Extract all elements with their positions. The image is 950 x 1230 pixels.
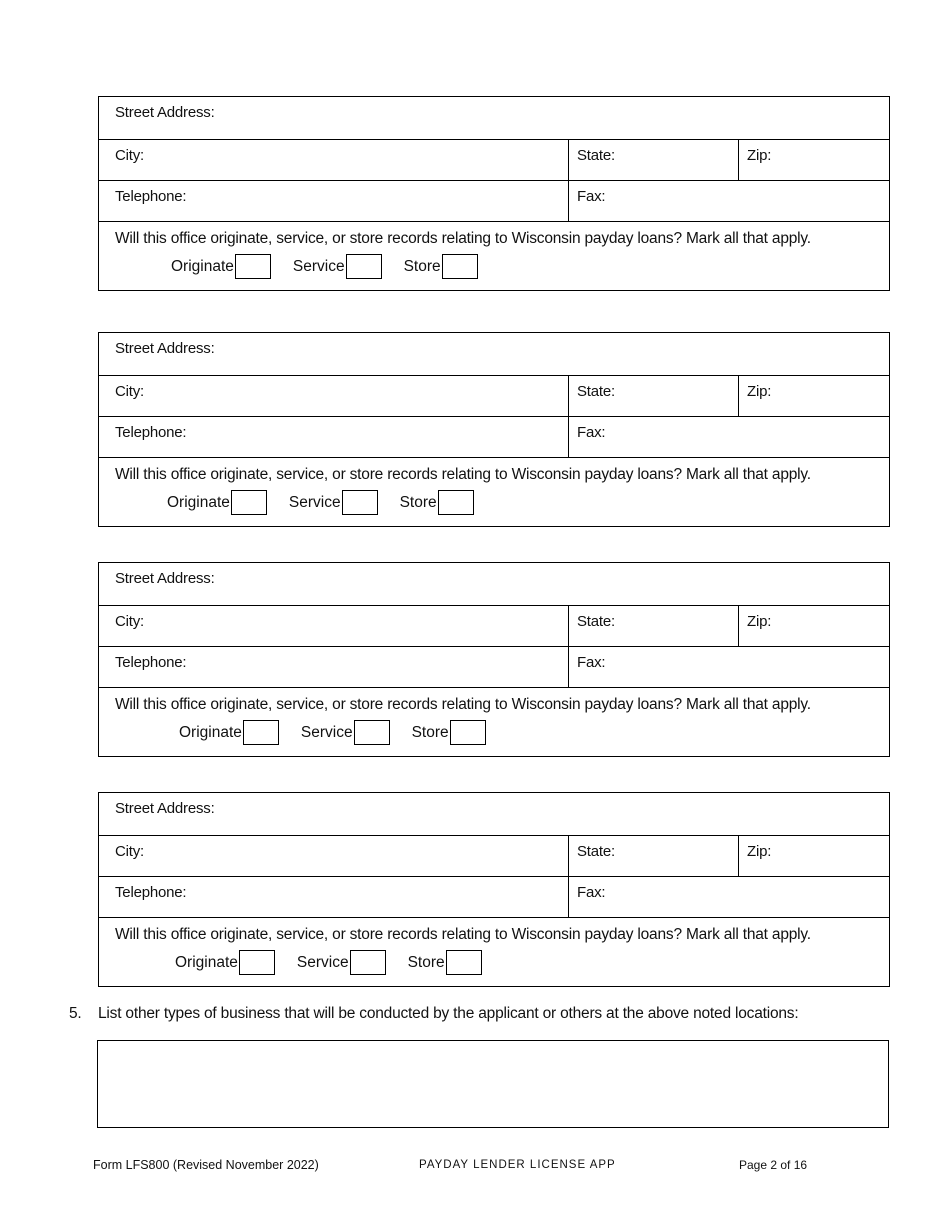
- zip-field[interactable]: [739, 140, 889, 180]
- originate-checkbox[interactable]: [243, 720, 279, 745]
- service-label: Service: [288, 493, 341, 511]
- question-5-text: List other types of business that will be conducted by the applicant or others at the above noted locations:: [98, 1005, 799, 1022]
- zip-field[interactable]: [739, 836, 889, 876]
- city-label: City:: [115, 147, 145, 164]
- fax-label: Fax:: [577, 654, 606, 671]
- state-label: State:: [577, 613, 615, 630]
- state-field[interactable]: [569, 140, 739, 180]
- other-business-textbox[interactable]: [97, 1040, 889, 1128]
- office-location-block-3: [98, 562, 890, 757]
- telephone-label: Telephone:: [115, 188, 187, 205]
- telephone-field[interactable]: [99, 647, 569, 687]
- loan-records-question: Will this office originate, service, or store records relating to Wisconsin payday loans? Mark all that apply.: [115, 466, 811, 483]
- service-checkbox[interactable]: [346, 254, 382, 279]
- city-field[interactable]: [99, 836, 569, 876]
- city-label: City:: [115, 613, 145, 630]
- loan-records-question: Will this office originate, service, or store records relating to Wisconsin payday loans? Mark all that apply.: [115, 230, 811, 247]
- fax-field[interactable]: [569, 877, 889, 917]
- office-location-block-4: [98, 792, 890, 987]
- zip-label: Zip:: [747, 147, 772, 164]
- telephone-field[interactable]: [99, 877, 569, 917]
- originate-label: Originate: [175, 953, 238, 971]
- store-checkbox[interactable]: [450, 720, 486, 745]
- service-label: Service: [292, 257, 345, 275]
- city-field[interactable]: [99, 606, 569, 646]
- fax-field[interactable]: [569, 181, 889, 221]
- loan-records-question: Will this office originate, service, or store records relating to Wisconsin payday loans? Mark all that apply.: [115, 696, 811, 713]
- service-checkbox[interactable]: [350, 950, 386, 975]
- telephone-field[interactable]: [99, 417, 569, 457]
- city-field[interactable]: [99, 376, 569, 416]
- zip-label: Zip:: [747, 843, 772, 860]
- question-5: [69, 1005, 798, 1023]
- store-label: Store: [403, 257, 441, 275]
- zip-field[interactable]: [739, 376, 889, 416]
- street-address-field[interactable]: [99, 333, 889, 376]
- zip-field[interactable]: [739, 606, 889, 646]
- service-checkbox[interactable]: [354, 720, 390, 745]
- state-field[interactable]: [569, 376, 739, 416]
- originate-label: Originate: [171, 257, 234, 275]
- fax-label: Fax:: [577, 884, 606, 901]
- footer-form-id: Form LFS800 (Revised November 2022): [93, 1158, 319, 1172]
- originate-checkbox[interactable]: [231, 490, 267, 515]
- originate-checkbox[interactable]: [239, 950, 275, 975]
- service-label: Service: [300, 723, 353, 741]
- street-address-label: Street Address:: [115, 800, 215, 817]
- state-label: State:: [577, 383, 615, 400]
- fax-label: Fax:: [577, 188, 606, 205]
- loan-records-question: Will this office originate, service, or store records relating to Wisconsin payday loans? Mark all that apply.: [115, 926, 811, 943]
- street-address-label: Street Address:: [115, 570, 215, 587]
- telephone-field[interactable]: [99, 181, 569, 221]
- city-label: City:: [115, 383, 145, 400]
- store-checkbox[interactable]: [446, 950, 482, 975]
- state-label: State:: [577, 843, 615, 860]
- state-label: State:: [577, 147, 615, 164]
- footer-page-number: Page 2 of 16: [739, 1158, 808, 1172]
- street-address-field[interactable]: [99, 97, 889, 140]
- store-label: Store: [411, 723, 449, 741]
- originate-label: Originate: [167, 493, 230, 511]
- question-5-number: 5.: [69, 1005, 82, 1022]
- office-location-block-2: [98, 332, 890, 527]
- street-address-field[interactable]: [99, 563, 889, 606]
- fax-field[interactable]: [569, 417, 889, 457]
- store-label: Store: [407, 953, 445, 971]
- originate-checkbox[interactable]: [235, 254, 271, 279]
- fax-label: Fax:: [577, 424, 606, 441]
- service-label: Service: [296, 953, 349, 971]
- street-address-field[interactable]: [99, 793, 889, 836]
- originate-label: Originate: [179, 723, 242, 741]
- city-label: City:: [115, 843, 145, 860]
- fax-field[interactable]: [569, 647, 889, 687]
- office-location-block-1: [98, 96, 890, 291]
- street-address-label: Street Address:: [115, 104, 215, 121]
- footer-title: PAYDAY LENDER LICENSE APP: [419, 1159, 616, 1171]
- store-checkbox[interactable]: [442, 254, 478, 279]
- telephone-label: Telephone:: [115, 654, 187, 671]
- state-field[interactable]: [569, 836, 739, 876]
- store-checkbox[interactable]: [438, 490, 474, 515]
- service-checkbox[interactable]: [342, 490, 378, 515]
- city-field[interactable]: [99, 140, 569, 180]
- street-address-label: Street Address:: [115, 340, 215, 357]
- state-field[interactable]: [569, 606, 739, 646]
- zip-label: Zip:: [747, 383, 772, 400]
- store-label: Store: [399, 493, 437, 511]
- zip-label: Zip:: [747, 613, 772, 630]
- telephone-label: Telephone:: [115, 424, 187, 441]
- telephone-label: Telephone:: [115, 884, 187, 901]
